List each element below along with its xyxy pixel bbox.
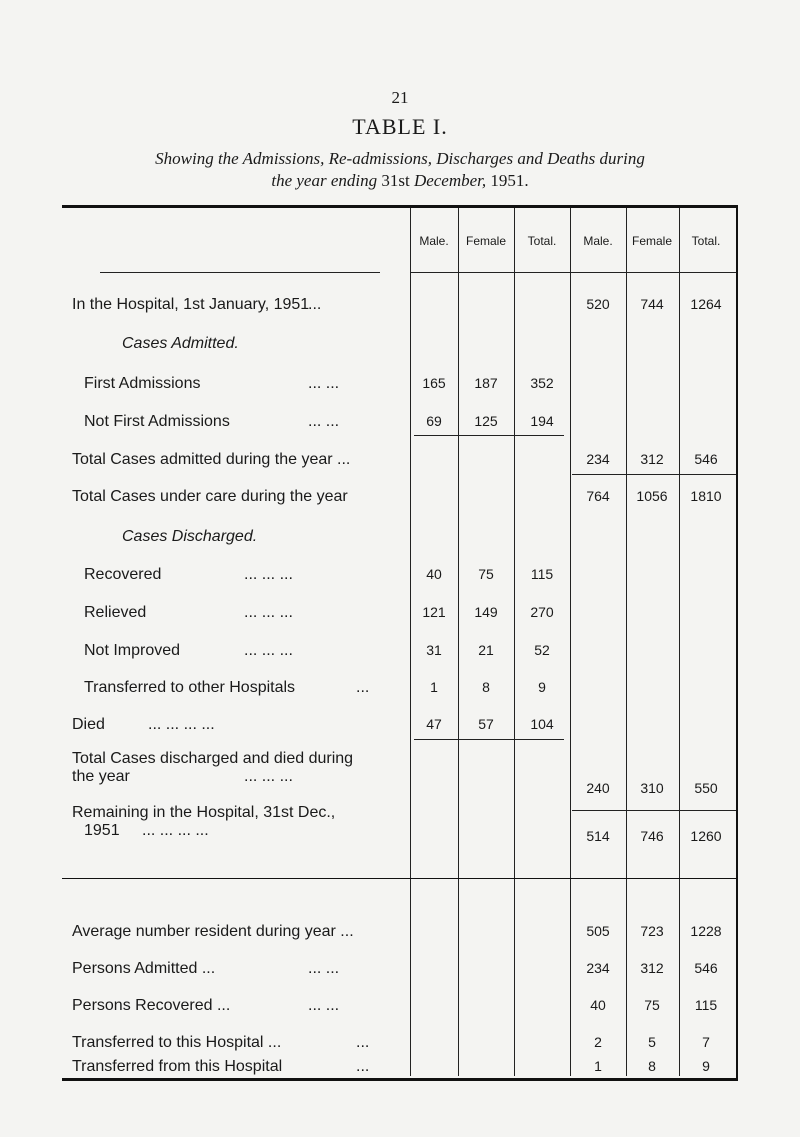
cell-value: 312 — [640, 960, 664, 976]
table-row — [62, 750, 736, 798]
section-divider — [62, 878, 736, 879]
col-header-male: Male. — [419, 234, 449, 248]
row-dots: ... ... ... — [244, 604, 293, 621]
sum-rule — [414, 739, 564, 740]
cell-value: 21 — [478, 642, 494, 658]
sum-rule — [414, 435, 564, 436]
cell-value: 1260 — [690, 828, 722, 844]
row-dots: ... ... — [308, 413, 340, 430]
table-row — [62, 716, 736, 736]
col-header-female-right: Female — [631, 234, 672, 248]
subtitle-post: December, — [409, 171, 491, 190]
table-row — [62, 997, 736, 1017]
cell-value: 352 — [530, 375, 554, 391]
cell-value: 7 — [702, 1034, 710, 1050]
cell-value: 69 — [426, 413, 442, 429]
section-label: Cases Admitted. — [122, 335, 239, 352]
row-dots: ... — [308, 296, 322, 313]
row-label-continued: the year — [72, 768, 130, 785]
sum-rule — [572, 474, 736, 475]
row-label: Relieved — [84, 604, 147, 621]
table-row — [62, 1058, 736, 1078]
cell-value: 5 — [648, 1034, 656, 1050]
cell-value: 520 — [586, 296, 610, 312]
cell-value: 1264 — [690, 296, 722, 312]
cell-value: 40 — [590, 997, 606, 1013]
cell-value: 1 — [430, 679, 438, 695]
cell-value: 550 — [694, 780, 718, 796]
row-dots: ... ... ... — [244, 566, 293, 583]
section-label: Cases Discharged. — [122, 528, 258, 545]
header-rule — [410, 272, 736, 273]
row-dots: ... ... — [308, 960, 340, 977]
row-label: In the Hospital, 1st January, 1951 — [72, 296, 310, 313]
row-dots: ... ... ... — [244, 642, 293, 659]
table-row — [62, 566, 736, 586]
cell-value: 149 — [474, 604, 498, 620]
cell-value: 764 — [586, 488, 610, 504]
table-row — [62, 679, 736, 699]
row-dots: ... ... — [308, 375, 340, 392]
cell-value: 47 — [426, 716, 442, 732]
table-row — [62, 296, 736, 316]
table-row — [62, 923, 736, 943]
cell-value: 1228 — [690, 923, 722, 939]
col-header-female: Female — [465, 234, 506, 248]
cell-value: 270 — [530, 604, 554, 620]
cell-value: 104 — [530, 716, 554, 732]
row-dots: ... — [356, 1034, 370, 1051]
cell-value: 115 — [530, 566, 554, 582]
cell-value: 31 — [426, 642, 442, 658]
cell-value: 312 — [640, 451, 664, 467]
cell-value: 310 — [640, 780, 664, 796]
table-row — [62, 413, 736, 433]
row-label: Transferred to other Hospitals — [84, 679, 296, 696]
row-label: Persons Recovered ... — [72, 997, 231, 1014]
cell-value: 57 — [478, 716, 494, 732]
table-row — [62, 960, 736, 980]
cell-value: 546 — [694, 960, 718, 976]
cell-value: 505 — [586, 923, 610, 939]
row-label: Not First Admissions — [84, 413, 230, 430]
row-label: Remaining in the Hospital, 31st Dec., — [72, 804, 336, 821]
table-row — [62, 642, 736, 662]
cell-value: 75 — [478, 566, 494, 582]
cell-value: 9 — [538, 679, 546, 695]
subtitle-date: 31st — [381, 171, 410, 190]
page-number: 21 — [391, 88, 409, 107]
statistics-table — [62, 205, 738, 1081]
row-dots: ... ... ... ... — [142, 822, 209, 839]
cell-value: 546 — [694, 451, 718, 467]
table-row — [62, 375, 736, 395]
subtitle-line-1 — [0, 149, 800, 169]
cell-value: 9 — [702, 1058, 710, 1074]
row-label-continued: 1951 — [84, 822, 120, 839]
cell-value: 234 — [586, 960, 610, 976]
cell-value: 1 — [594, 1058, 602, 1074]
cell-value: 125 — [474, 413, 498, 429]
cell-value: 723 — [640, 923, 664, 939]
cell-value: 514 — [586, 828, 610, 844]
subtitle-line-2 — [0, 171, 800, 191]
cell-value: 121 — [422, 604, 446, 620]
section-heading — [62, 335, 736, 355]
cell-value: 75 — [644, 997, 660, 1013]
cell-value: 8 — [648, 1058, 656, 1074]
row-label: Average number resident during year ... — [72, 923, 354, 940]
table-title: TABLE I. — [352, 114, 448, 139]
subtitle-pre: the year ending — [271, 171, 382, 190]
cell-value: 2 — [594, 1034, 602, 1050]
row-label: First Admissions — [84, 375, 201, 392]
row-label: Recovered — [84, 566, 162, 583]
table-row — [62, 804, 736, 852]
row-label: Transferred from this Hospital — [72, 1058, 283, 1075]
row-dots: ... ... ... ... — [148, 716, 215, 733]
cell-value: 52 — [534, 642, 550, 658]
col-header-total-right: Total. — [691, 234, 721, 248]
table-row — [62, 1034, 736, 1054]
row-label: Total Cases under care during the year — [72, 488, 348, 505]
cell-value: 40 — [426, 566, 442, 582]
row-label: Died — [72, 716, 105, 733]
cell-value: 8 — [482, 679, 490, 695]
cell-value: 744 — [640, 296, 664, 312]
row-dots: ... — [356, 1058, 370, 1075]
cell-value: 240 — [586, 780, 610, 796]
section-heading — [62, 528, 736, 548]
table-row — [62, 488, 736, 508]
cell-value: 187 — [474, 375, 498, 391]
cell-value: 1056 — [636, 488, 668, 504]
row-label: Persons Admitted ... — [72, 960, 216, 977]
row-label: Transferred to this Hospital ... — [72, 1034, 282, 1051]
cell-value: 194 — [530, 413, 554, 429]
row-dots: ... — [356, 679, 370, 696]
row-label: Total Cases admitted during the year ... — [72, 451, 351, 468]
header-rule — [100, 272, 380, 273]
col-header-male-right: Male. — [583, 234, 613, 248]
cell-value: 746 — [640, 828, 664, 844]
cell-value: 115 — [694, 997, 718, 1013]
cell-value: 1810 — [690, 488, 722, 504]
subtitle-year: 1951. — [490, 171, 529, 190]
row-dots: ... ... ... — [244, 768, 293, 785]
row-label: Total Cases discharged and died during — [72, 750, 354, 767]
subtitle-text: Showing the Admissions, Re-admissions, Discharges and Deaths during — [155, 149, 645, 168]
cell-value: 234 — [586, 451, 610, 467]
table-row — [62, 604, 736, 624]
cell-value: 165 — [422, 375, 446, 391]
col-header-total: Total. — [527, 234, 557, 248]
table-row — [62, 451, 736, 471]
row-dots: ... ... — [308, 997, 340, 1014]
row-label: Not Improved — [84, 642, 181, 659]
